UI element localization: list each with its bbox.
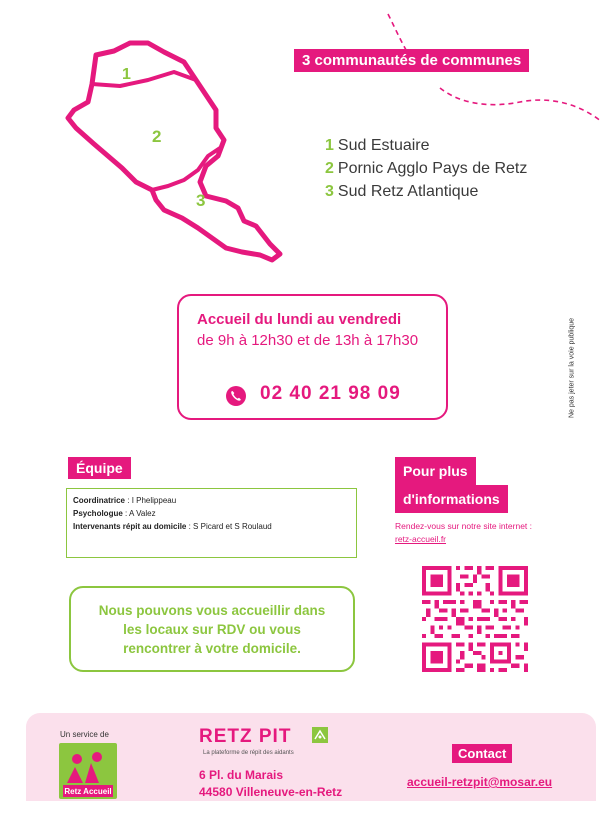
retzpit-logo-icon <box>312 727 328 743</box>
phone-icon <box>226 386 246 406</box>
commune-name: Sud Estuaire <box>337 137 430 154</box>
info-text: Rendez-vous sur notre site internet : <box>395 521 533 531</box>
commune-item-3 <box>325 180 527 203</box>
qr-code[interactable] <box>422 566 528 672</box>
map-label-2: 2 <box>152 127 162 146</box>
communautes-title: 3 communautés de communes <box>294 49 529 72</box>
rdv-box <box>69 586 355 672</box>
equipe-role: Psychologue <box>73 509 123 518</box>
commune-item-2 <box>325 157 527 180</box>
accueil-logo-text: Retz Accueil <box>64 787 112 796</box>
equipe-title: Équipe <box>68 457 131 479</box>
equipe-box <box>66 488 357 558</box>
equipe-row: Psychologue : A Valez <box>73 509 156 518</box>
commune-item-1 <box>325 134 527 157</box>
equipe-names: A Valez <box>129 509 156 518</box>
equipe-role: Coordinatrice <box>73 496 126 505</box>
retzpit-tagline: La plateforme de répit des aidants <box>203 750 294 756</box>
commune-name: Pornic Agglo Pays de Retz <box>337 160 528 177</box>
region-map <box>48 38 294 268</box>
retzpit-brand: RETZ PIT <box>199 726 292 747</box>
commune-name: Sud Retz Atlantique <box>337 183 479 200</box>
rdv-text: Nous pouvons vous accueillir dans les locaux sur RDV ou vous rencontrer à votre domicile. <box>98 602 326 656</box>
website-link[interactable]: retz-accueil.fr <box>395 534 447 544</box>
map-label-3: 3 <box>196 191 206 210</box>
map-label-1: 1 <box>122 66 131 83</box>
commune-number: 2 <box>325 160 334 177</box>
contact-email-link[interactable]: accueil-retzpit@mosar.eu <box>407 775 553 789</box>
info-title-line2: d'informations <box>395 485 508 513</box>
info-title <box>395 457 508 513</box>
commune-number: 1 <box>325 137 334 154</box>
service-label: Un service de <box>60 730 109 739</box>
contact-title: Contact <box>452 744 512 763</box>
address-street: 6 Pl. du Marais <box>199 768 284 782</box>
commune-number: 3 <box>325 183 334 200</box>
equipe-names: I Phelippeau <box>131 496 177 505</box>
equipe-role: Intervenants répit au domicile <box>73 522 187 531</box>
commune-list <box>325 134 527 203</box>
equipe-row: Coordinatrice : I Phelippeau <box>73 496 177 505</box>
address-city: 44580 Villeneuve-en-Retz <box>199 785 343 799</box>
equipe-row: Intervenants répit au domicile : S Picard et S Roulaud <box>73 522 272 531</box>
info-text-block <box>395 520 532 546</box>
retz-accueil-logo <box>57 743 119 799</box>
vertical-disclaimer: Ne pas jeter sur la voie publique <box>568 317 576 419</box>
hours-days: Accueil du lundi au vendredi <box>197 311 402 328</box>
hours-times: de 9h à 12h30 et de 13h à 17h30 <box>197 332 419 349</box>
phone-number[interactable]: 02 40 21 98 09 <box>260 383 401 404</box>
info-title-line1: Pour plus <box>395 457 476 485</box>
equipe-names: S Picard et S Roulaud <box>193 522 272 531</box>
